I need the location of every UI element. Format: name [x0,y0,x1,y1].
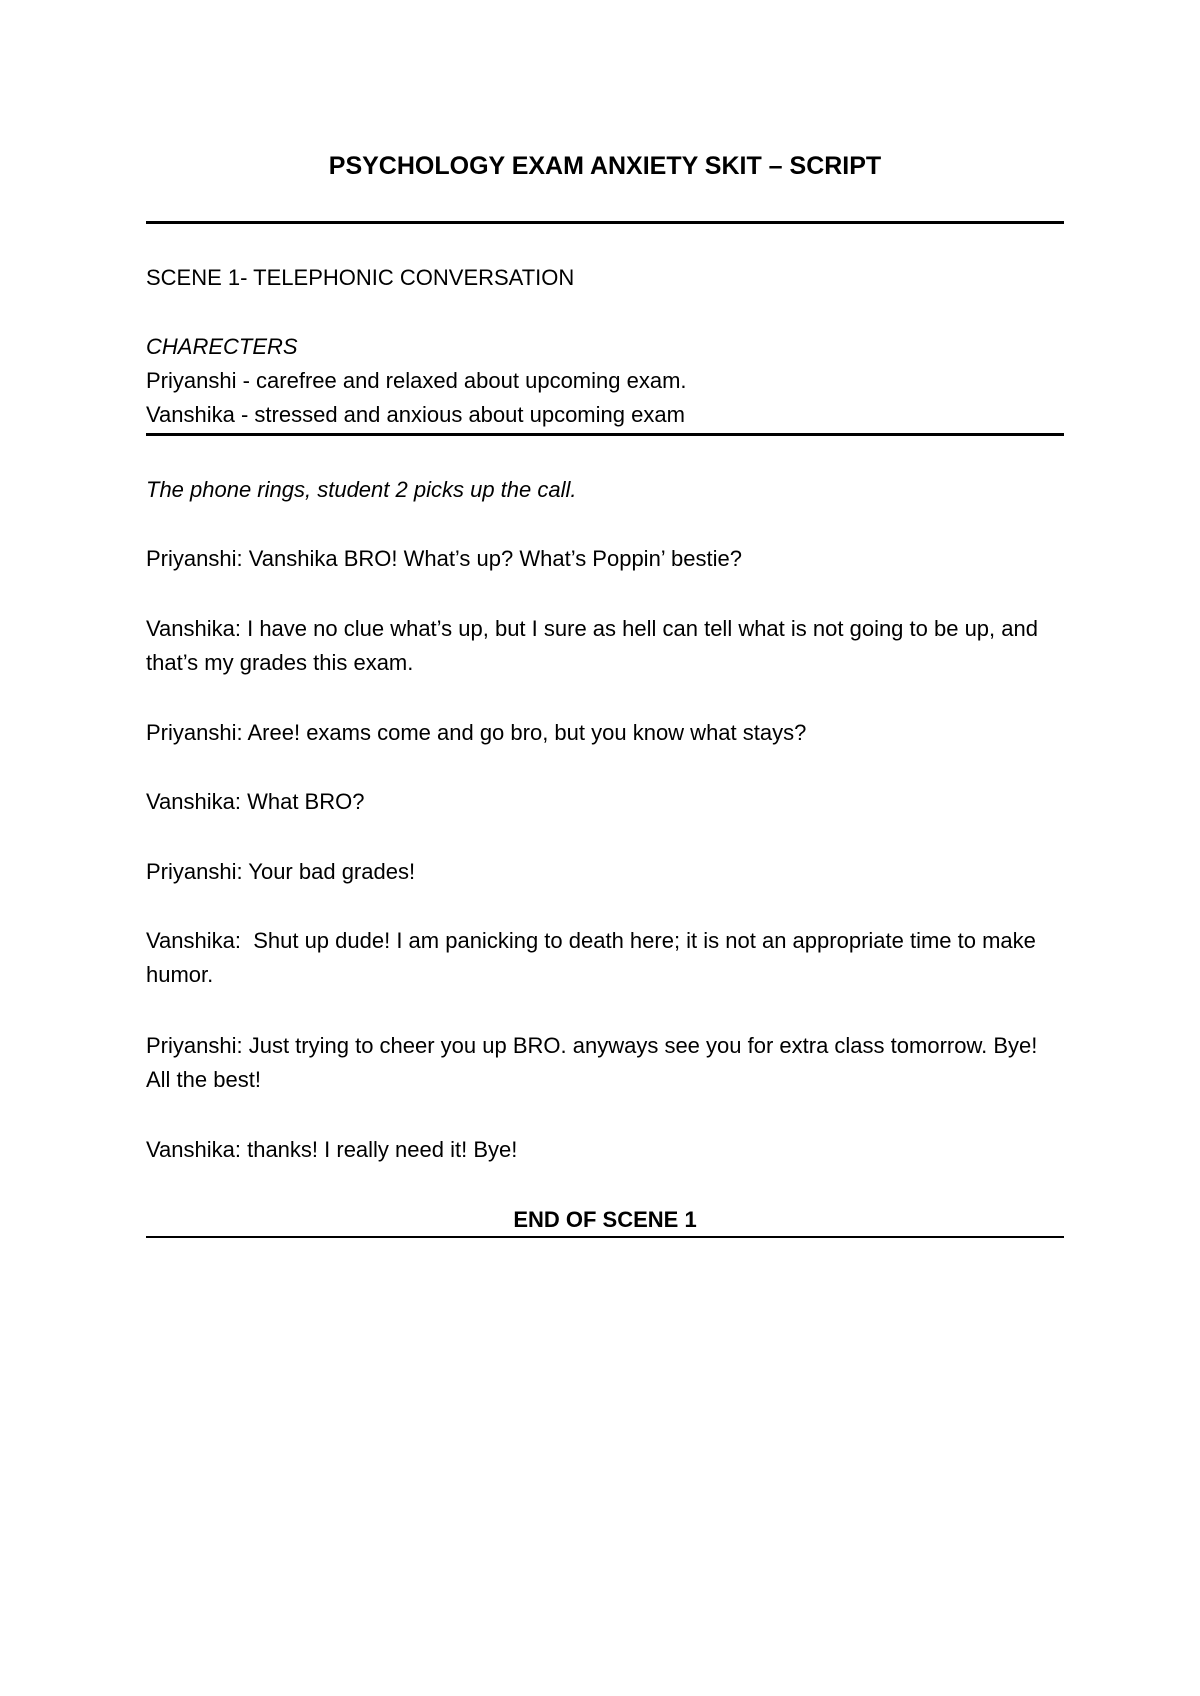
dialogue-line: Vanshika: What BRO? [146,789,365,814]
dialogue-line: Vanshika: I have no clue what’s up, but I sure as hell can tell what is not going to be up, and that’s my grades this exam. [146,616,1045,675]
dialogue-line: Priyanshi: Just trying to cheer you up BRO. anyways see you for extra class tomorrow. Bye! All the best! [146,1033,1043,1092]
end-divider [146,1236,1064,1238]
dialogue-line: Priyanshi: Aree! exams come and go bro, but you know what stays? [146,720,807,745]
document-title: PSYCHOLOGY EXAM ANXIETY SKIT – SCRIPT [328,152,882,180]
end-of-scene-label: END OF SCENE 1 [513,1207,697,1232]
dialogue-line: Vanshika: Shut up dude! I am panicking to death here; it is not an appropriate time to make humor. [146,928,1043,987]
characters-divider [146,433,1064,436]
character-priyanshi: Priyanshi - carefree and relaxed about upcoming exam. [146,368,687,393]
stage-direction: The phone rings, student 2 picks up the call. [146,477,577,502]
dialogue-line: Priyanshi: Vanshika BRO! What’s up? What’s Poppin’ bestie? [146,546,742,571]
title-divider [146,221,1064,224]
dialogue-line: Priyanshi: Your bad grades! [146,859,416,884]
characters-heading: CHARECTERS [146,334,298,359]
dialogue-line: Vanshika: thanks! I really need it! Bye! [146,1137,518,1162]
scene-heading: SCENE 1- TELEPHONIC CONVERSATION [146,265,575,290]
character-vanshika: Vanshika - stressed and anxious about upcoming exam [146,402,685,427]
